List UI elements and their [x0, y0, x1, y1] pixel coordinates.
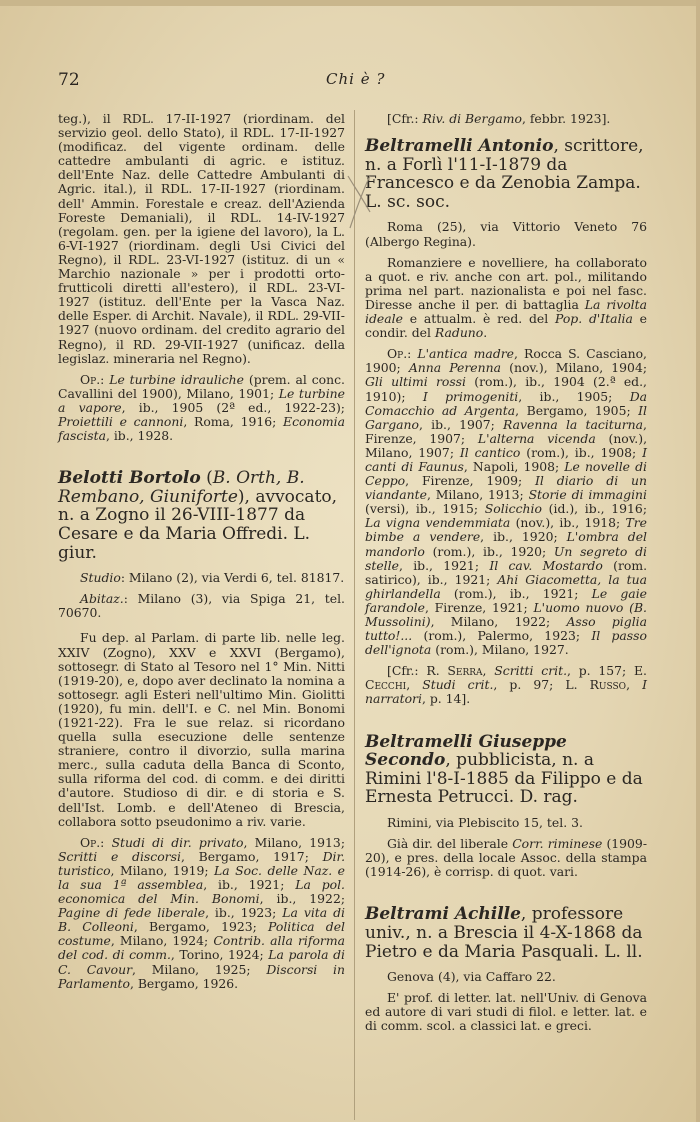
text-run: , Firenze, 1921; — [424, 599, 534, 615]
right-column — [365, 112, 647, 1033]
title-text: Gli ultimi rossi — [365, 374, 467, 390]
title-text: Solicchio — [484, 501, 542, 517]
text-run: , ib., 1928. — [105, 428, 174, 444]
entry-home-address — [58, 592, 345, 620]
title-text: Le turbine a vapore — [58, 385, 345, 415]
title-text: L'ombra del mandorlo — [365, 529, 647, 559]
text-run: , ib., 1905 (2ª ed., 1922-23); — [121, 399, 345, 415]
title-text: Pop. d'Italia — [555, 311, 633, 327]
entry-heading — [58, 469, 345, 562]
text-run: Romanziere e novelliere, ha collaborato a quot. e riv. anche con art. pol., militando prima nel part. nazionalista e poi nel fasc. Diresse anche il per. di battaglia — [365, 254, 647, 312]
text-run: , — [626, 677, 643, 693]
text-run — [104, 835, 111, 850]
entry-aliases-open: ( — [200, 468, 213, 489]
title-text: I canti di Faunus — [365, 444, 648, 474]
title-text: Le turbine idrauliche — [109, 371, 245, 387]
text-run: , ib., 1921; — [398, 557, 490, 573]
text-run: , ib., 1905; — [518, 388, 630, 404]
text-run: , Torino, 1924; — [170, 947, 269, 963]
text-run: . — [483, 325, 488, 341]
title-text: Studi di dir. privato — [111, 834, 244, 850]
text-run: (rom.), ib., 1921; — [440, 585, 592, 601]
entry-description: ), avvocato, n. a Zogno il 26-VIII-1877 da Cesare e da Maria Offredi. L. giur. — [58, 486, 338, 563]
text-run: Già dir. del liberale — [387, 836, 513, 852]
text-run: , ib., 1907; — [418, 416, 504, 432]
text-run: L. Russo — [565, 677, 627, 693]
text-run: , ib., 1921; — [203, 877, 296, 892]
text-run: (id.), ib., 1916; — [541, 501, 647, 517]
entry-bio — [365, 256, 647, 341]
text-run: (versi), ib., 1915; — [365, 501, 485, 517]
op-label: Op.: — [80, 834, 105, 850]
title-text: I primogeniti — [422, 388, 519, 404]
text-run: , ib., 1920; — [480, 529, 567, 545]
page-top-edge — [0, 0, 700, 6]
text-run: , Milano, 1913; — [426, 487, 529, 503]
entry-address: Roma (25), via Vittorio Veneto 76 (Albergo Regina). — [365, 219, 647, 249]
entry-description: , scrittore, n. a Forlì l'11-I-1879 da Francesco e da Zenobia Zampa. L. sc. soc. — [365, 136, 644, 212]
title-text: I narratori — [365, 677, 647, 707]
text-run: [Cfr.: — [387, 111, 423, 126]
entry-cfr — [365, 664, 647, 706]
title-text: Ravenna la taciturna — [503, 416, 644, 432]
title-text: L'alterna vicenda — [477, 430, 596, 446]
title-text: La pol. economica del Min. Bonomi — [58, 877, 346, 907]
text-run: [Cfr.: — [387, 663, 427, 679]
text-run: e attualm. è red. del — [402, 311, 556, 327]
text-run: (prem. al conc. Cavallini del 1900), Milano, 1901; — [58, 371, 345, 401]
abitaz-value: : Milano (3), via Spiga 21, tel. 70670. — [58, 591, 345, 621]
entry-works — [365, 347, 647, 657]
text-run: (rom.), ib., 1908; — [520, 444, 643, 460]
title-text: Il passo dell'ignota — [365, 628, 647, 658]
text-run: e condir. del — [365, 311, 648, 341]
page-right-edge — [696, 0, 700, 1122]
entry-aliases: B. Orth, B. Rembano, Giuniforte — [58, 468, 305, 507]
cfr-bergamo — [365, 112, 647, 126]
entry-name: Belotti Bortolo — [58, 468, 201, 489]
text-run: , Napoli, 1908; — [463, 458, 565, 474]
text-run: , Milano, 1924; — [110, 933, 214, 949]
op-works — [365, 346, 647, 657]
title-text: Politica del costume — [58, 919, 345, 949]
continuation-text: teg.), il RDL. 17-II-1927 (riordinam. del servizio geol. dello Stato), il RDL. 17-II-1927 (modificaz. del vigente ordinam. delle cattedre ambulanti di agric. e istituz. dell'Ente Naz. delle Cattedre Ambulanti di Agric. ital.), il RDL. 17-II-1927 (riordinam. dell' Ammin. Forestale e creaz. dell'Azienda Foreste Demaniali), il RDL. 14-IV-1927 (regolam. gen. per la igiene del lavoro), la L. 6-VI-1927 (riordinam. degli Usi Civici del Regno), il RDL. 23-VI-1927 (istituz. di un « Marchio nazionale » per i prodotti orto-frutticoli diretti all'estero), il RDL. 23-VI-1927 (istituz. dell'Ente per la Vasca Naz. delle Esper. di Archit. Navale), il RDL. 29-VII-1927 (nuovo ordinam. del credito agrario del Regno), il RD. 29-VII-1927 (unificaz. della legislaz. mineraria nel Regno). — [58, 111, 345, 366]
entry-name: Beltramelli Antonio — [365, 136, 554, 157]
entry-name: Beltramelli Giuseppe Secondo — [365, 731, 567, 771]
continuation-op — [58, 373, 345, 443]
running-title: Chi è ? — [326, 70, 386, 88]
title-text: Le gaie farandole — [365, 585, 647, 615]
entry-bio — [365, 837, 647, 879]
text-run: (rom. satirico), ib., 1921; — [365, 557, 648, 587]
entry-address: Rimini, via Plebiscito 15, tel. 3. — [387, 814, 583, 830]
op-works — [58, 835, 345, 991]
column-divider — [354, 110, 355, 1120]
title-text: Dir. turistico — [58, 848, 346, 878]
text-run: E. Cecchi — [365, 663, 647, 693]
title-text: Discorsi in Parlamento — [58, 961, 345, 991]
text-run: , febbr. 1923]. — [521, 111, 611, 126]
text-run: (rom.), Palermo, 1923; — [412, 628, 592, 644]
title-text: Economia fascista — [58, 413, 346, 444]
text-run: , Roma, 1916; — [183, 413, 284, 429]
abitaz-label: Abitaz. — [80, 591, 124, 607]
page-number: 72 — [58, 70, 80, 90]
text-run: , p. 157; — [567, 663, 635, 679]
title-text: Anna Perenna — [408, 360, 501, 376]
title-text: Il cantico — [459, 444, 521, 460]
entry-description: , professore univ., n. a Brescia il 4-X-1868 da Pietro e da Maria Pasquali. L. ll. — [365, 904, 643, 962]
entry-name: Beltrami Achille — [365, 904, 521, 925]
text-run: , Bergamo, 1905; — [515, 402, 639, 418]
title-text: Proiettili e cannoni — [58, 413, 184, 429]
text-run: , p. 14]. — [421, 691, 471, 707]
title-text: L'antica madre — [417, 346, 515, 362]
pencil-annotation-mark — [340, 168, 380, 238]
title-text: La Soc. delle Naz. e la sua 1ª assemblea — [58, 862, 345, 892]
text-run: (rom.), ib., 1920; — [424, 543, 554, 559]
text-run: , Firenze, 1909; — [405, 473, 536, 489]
entry-bio: E' prof. di letter. lat. nell'Univ. di Genova ed autore di vari studi di filol. e letter. lat. e di comm. scol. a classici lat. e greci. — [365, 990, 647, 1034]
op-label: Op.: — [80, 371, 105, 387]
title-text: Riv. di Bergamo — [422, 111, 522, 126]
title-text: La vigna vendemmiata — [365, 515, 511, 531]
title-text: Un segreto di stelle — [365, 543, 648, 573]
title-text: Ahi Giacometta, la tua ghirlandella — [365, 571, 647, 601]
title-text: Tre bimbe a vendere — [365, 515, 648, 545]
title-text: Asso piglia tutto!... — [365, 614, 648, 644]
title-text: Studi crit. — [422, 677, 494, 693]
text-run: , — [482, 663, 495, 679]
text-run: (rom.), ib., 1904 (2.ª ed., 1910); — [365, 374, 647, 404]
text-run: R. Serra — [426, 663, 483, 679]
entry-bio: Fu dep. al Parlam. di parte lib. nelle leg. XXIV (Zogno), XXV e XXVI (Bergamo), sottosegr. di Stato al Tesoro nel 1° Min. Nitti (1919-20), e, dopo aver declinato la nomina a sottosegr. agli Esteri nell'ultimo Min. Giolitti (1920), fu min. dell'I. e C. nel Min. Bonomi (1921-22). Fra le sue relaz. si ricordano quella sulla esecuzione delle sentenze straniere, contro il divorzio, sulla marina merc., sulla caduta della Banca di Sconto, sulla riforma del cod. di comm. e dei diritti d'autore. Studioso di dir. e di storia e S. dell'Ist. Lomb. e dell'Ateneo di Brescia, collabora sotto pseudonimo a riv. varie. — [58, 630, 345, 829]
entry-heading — [365, 733, 647, 807]
text-run: , Rocca S. Casciano, 1900; — [365, 346, 647, 376]
title-text: La rivolta ideale — [365, 296, 647, 327]
op-label: Op.: — [387, 346, 412, 362]
title-text: Scritti crit. — [494, 663, 568, 679]
text-run: , ib., 1922; — [259, 891, 345, 907]
text-run: , Milano, 1925; — [132, 961, 267, 977]
entry-heading — [365, 137, 647, 211]
text-run: (nov.), ib., 1918; — [510, 515, 626, 531]
entry-beltramelli-giuseppe — [365, 733, 647, 880]
entry-address: Genova (4), via Caffaro 22. — [387, 969, 556, 985]
title-text: Il Gargano — [365, 402, 647, 432]
title-text: Raduno — [434, 325, 484, 341]
text-run: , ib., 1923; — [205, 905, 283, 921]
text-run: (nov.), Milano, 1907; — [365, 430, 648, 460]
text-run: (1909-20), e pres. della locale Assoc. della stampa (1914-26), è corrisp. di quot. vari. — [365, 836, 648, 880]
text-run: (rom.), Milano, 1927. — [431, 642, 569, 658]
text-run: , Firenze, 1907; — [365, 416, 647, 446]
text-run: , Bergamo, 1926. — [129, 975, 239, 991]
text-run: , p. 97; — [493, 677, 566, 693]
text-run: , Milano, 1919; — [110, 862, 215, 878]
entry-belotti — [58, 469, 345, 991]
studio-value: : Milano (2), via Verdi 6, tel. 81817. — [120, 570, 345, 586]
title-text: Da Comacchio ad Argenta — [365, 388, 648, 418]
title-text: Contrib. alla riforma del cod. di comm. — [58, 933, 345, 963]
title-text: Storie di immagini — [528, 487, 648, 503]
title-text: L'uomo nuovo (B. Mussolini) — [365, 599, 647, 629]
title-text: La parola di C. Cavour — [58, 947, 345, 977]
text-run: , Milano, 1922; — [430, 614, 567, 629]
text-run: (nov.), Milano, 1904; — [501, 360, 647, 376]
entry-description: , pubblicista, n. a Rimini l'8-I-1885 da Filippo e da Ernesta Petrucci. D. rag. — [365, 750, 643, 808]
title-text: La vita di B. Colleoni — [58, 905, 346, 935]
text-run: , Bergamo, 1923; — [133, 919, 269, 935]
entry-beltrami-achille — [365, 905, 647, 1033]
studio-label: Studio — [80, 570, 121, 586]
page-header — [58, 70, 680, 94]
entry-works — [58, 836, 345, 991]
entry-heading — [365, 905, 647, 961]
title-text: Il cav. Mostardo — [489, 557, 603, 573]
text-run: , — [406, 677, 423, 693]
text-run: , Bergamo, 1917; — [180, 848, 323, 864]
title-text: Le novelle di Ceppo — [365, 458, 647, 489]
left-column — [58, 112, 345, 991]
title-text: Corr. riminese — [512, 836, 603, 852]
entry-studio-address — [58, 571, 345, 585]
title-text: Scritti e discorsi — [58, 848, 181, 864]
text-run: , Milano, 1913; — [243, 834, 345, 850]
entry-beltramelli-antonio — [365, 137, 647, 706]
title-text: Pagine di fede liberale — [58, 905, 206, 921]
title-text: Il diario di un viandante — [365, 473, 648, 503]
